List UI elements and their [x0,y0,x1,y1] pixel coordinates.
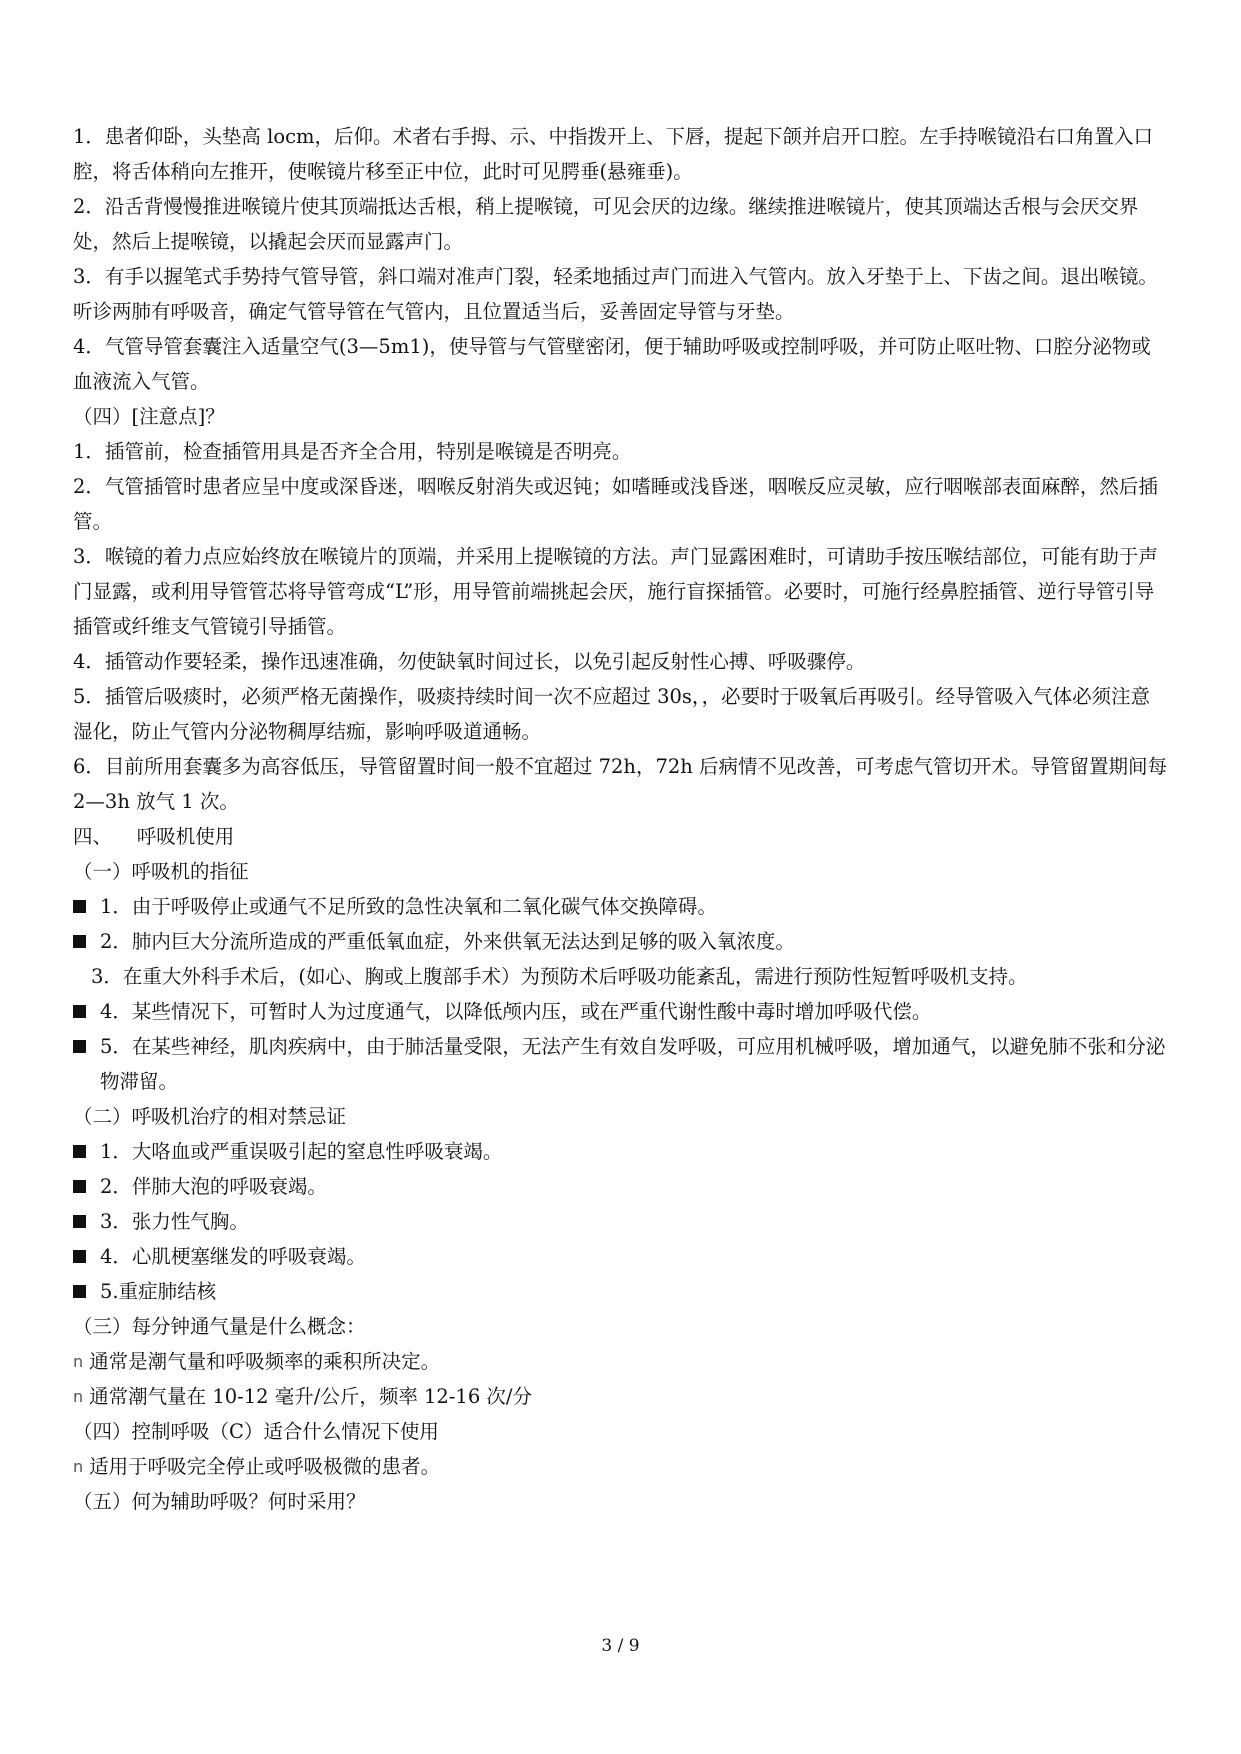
square-bullet-icon [73,1250,86,1263]
indication-item-1: 1．由于呼吸停止或通气不足所致的急性决氧和二氧化碳气体交换障碍。 [73,889,1168,924]
note-item-3: 3．喉镜的着力点应始终放在喉镜片的顶端，并采用上提喉镜的方法。声门显露困难时，可请助手按压喉结部位，可能有助于声门显露，或利用导管管芯将导管弯成“L”形，用导管前端挑起会厌，施行盲探插管。必要时，可施行经鼻腔插管、逆行导管引导插管或纤维支气管镜引导插管。 [73,545,1158,638]
note-item-2: 2．气管插管时患者应呈中度或深昏迷，咽喉反射消失或迟钝；如嗜睡或浅昏迷，咽喉反应灵敏，应行咽喉部表面麻醉，然后插管。 [73,475,1158,533]
contraindication-item-3: 3．张力性气胸。 [73,1204,1168,1239]
intubation-step-4: 4．气管导管套囊注入适量空气(3—5m1)，使导管与气管壁密闭，便于辅助呼吸或控制呼吸，并可防止呕吐物、口腔分泌物或血液流入气管。 [73,335,1151,393]
contraindication-item-5: 5.重症肺结核 [73,1274,1168,1309]
minute-ventilation-item-1: n 通常是潮气量和呼吸频率的乘积所决定。 [73,1344,1168,1379]
control-ventilation-item-1: n 适用于呼吸完全停止或呼吸极微的患者。 [73,1449,1168,1484]
intubation-step-3: 3．有手以握笔式手势持气管导管，斜口端对准声门裂，轻柔地插过声门而进入气管内。放入牙垫于上、下齿之间。退出喉镜。听诊两肺有呼吸音，确定气管导管在气管内，且位置适当后，妥善固定导管与牙垫。 [73,265,1158,323]
minute-ventilation-heading: （三）每分钟通气量是什么概念： [73,1315,366,1338]
indication-item-5: 5．在某些神经，肌肉疾病中，由于肺活量受限，无法产生有效自发呼吸，可应用机械呼吸，增加通气，以避免肺不张和分泌物滞留。 [73,1029,1168,1099]
indication-item-4: 4．某些情况下，可暂时人为过度通气，以降低颅内压，或在严重代谢性酸中毒时增加呼吸代偿。 [73,994,1168,1029]
note-item-1: 1．插管前，检查插管用具是否齐全合用，特别是喉镜是否明亮。 [73,440,632,463]
n-bullet-icon: n [73,1352,84,1371]
indications-heading: （一）呼吸机的指征 [73,860,249,883]
contraindication-item-2: 2．伴肺大泡的呼吸衰竭。 [73,1169,1168,1204]
indication-item-2: 2．肺内巨大分流所造成的严重低氧血症，外来供氧无法达到足够的吸入氧浓度。 [73,924,1168,959]
square-bullet-icon [73,1180,86,1193]
intubation-step-1: 1．患者仰卧，头垫高 locm，后仰。术者右手拇、示、中指拨开上、下唇，提起下颌并启开口腔。左手持喉镜沿右口角置入口腔，将舌体稍向左推开，使喉镜片移至正中位，此时可见腭垂(悬雍垂)。 [73,125,1153,183]
square-bullet-icon [73,1145,86,1158]
intubation-step-2: 2．沿舌背慢慢推进喉镜片使其顶端抵达舌根，稍上提喉镜，可见会厌的边缘。继续推进喉镜片，使其顶端达舌根与会厌交界处，然后上提喉镜，以撬起会厌而显露声门。 [73,195,1139,253]
section-heading-ventilator: 四、 呼吸机使用 [73,825,235,848]
square-bullet-icon [73,1215,86,1228]
square-bullet-icon [73,1005,86,1018]
square-bullet-icon [73,1285,86,1298]
page-number: 3 / 9 [601,1636,640,1656]
assisted-ventilation-heading: （五）何为辅助呼吸？何时采用？ [73,1490,366,1513]
n-bullet-icon: n [73,1457,84,1476]
note-item-5: 5．插管后吸痰时，必须严格无菌操作，吸痰持续时间一次不应超过 30s，，必要时于吸氧后再吸引。经导管吸入气体必须注意湿化，防止气管内分泌物稠厚结痂，影响呼吸道通畅。 [73,685,1151,743]
notes-heading: （四）[注意点]？ [73,405,225,428]
note-item-4: 4．插管动作要轻柔，操作迅速准确，勿使缺氧时间过长，以免引起反射性心搏、呼吸骤停。 [73,650,866,673]
control-ventilation-heading: （四）控制呼吸（C）适合什么情况下使用 [73,1420,439,1443]
indication-item-3: 3．在重大外科手术后，(如心、胸或上腹部手术）为预防术后呼吸功能紊乱，需进行预防性短暂呼吸机支持。 [91,965,1028,988]
square-bullet-icon [73,1040,86,1053]
square-bullet-icon [73,935,86,948]
document-body [73,119,1168,1519]
contraindications-heading: （二）呼吸机治疗的相对禁忌证 [73,1105,347,1128]
contraindication-item-1: 1．大咯血或严重误吸引起的窒息性呼吸衰竭。 [73,1134,1168,1169]
n-bullet-icon: n [73,1387,84,1406]
contraindication-item-4: 4．心肌梗塞继发的呼吸衰竭。 [73,1239,1168,1274]
minute-ventilation-item-2: n 通常潮气量在 10-12 毫升/公斤，频率 12-16 次/分 [73,1379,1168,1414]
square-bullet-icon [73,900,86,913]
note-item-6: 6．目前所用套囊多为高容低压，导管留置时间一般不宜超过 72h，72h 后病情不见改善，可考虑气管切开术。导管留置期间每 2—3h 放气 1 次。 [73,755,1168,813]
